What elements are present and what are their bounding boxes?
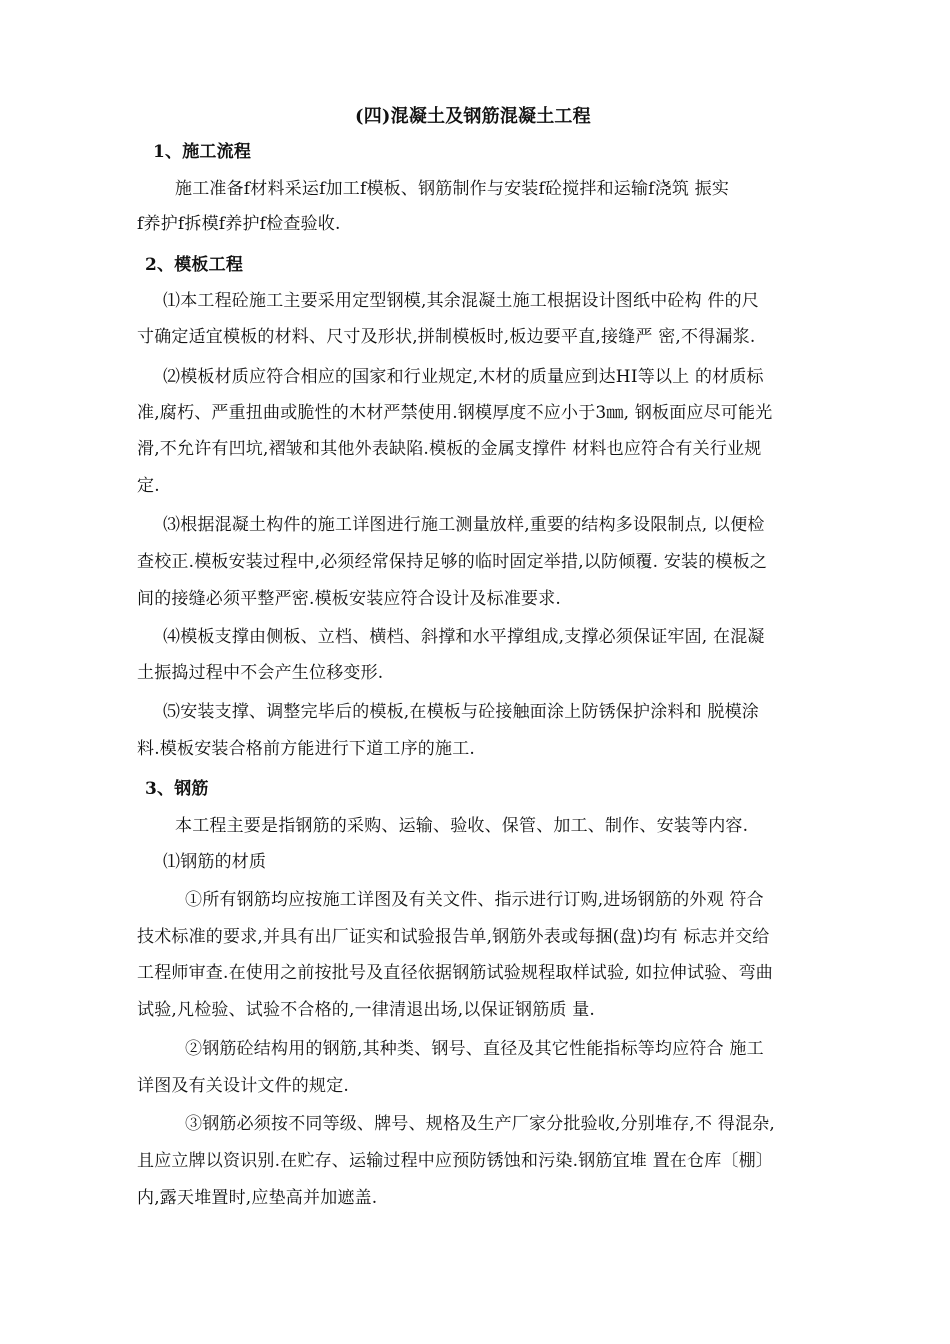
text-line: 料.模板安装合格前方能进行下道工序的施工.	[137, 739, 476, 759]
text-line: 定.	[137, 476, 160, 496]
text-line: ①所有钢筋均应按施工详图及有关文件、指示进行订购,进场钢筋的外观 符合	[185, 890, 764, 910]
text-line: ⑸安装支撑、调整完毕后的模板,在模板与砼接触面涂上防锈保护涂料和 脱模涂	[163, 702, 760, 722]
text-line: 寸确定适宜模板的材料、尺寸及形状,拼制模板时,板边要平直,接缝严 密,不得漏浆.	[137, 327, 756, 347]
text-line: 工程师审查.在使用之前按批号及直径依据钢筋试验规程取样试验, 如拉伸试验、弯曲	[137, 963, 774, 983]
text-line: 技术标准的要求,并具有出厂证实和试验报告单,钢筋外表或每捆(盘)均有 标志并交给	[137, 927, 770, 947]
section-heading-1: 1、施工流程	[153, 142, 252, 162]
text-line: ⑵模板材质应符合相应的国家和行业规定,木材的质量应到达HI等以上 的材质标	[163, 367, 764, 387]
text-line: 本工程主要是指钢筋的采购、运输、验收、保管、加工、制作、安装等内容.	[175, 816, 749, 836]
text-line: 试验,凡检验、试验不合格的,一律清退出场,以保证钢筋质 量.	[137, 1000, 596, 1020]
text-line: 施工准备f材料采运f加工f模板、钢筋制作与安装f砼搅拌和运输f浇筑 振实	[175, 179, 730, 199]
text-line: 查校正.模板安装过程中,必须经常保持足够的临时固定举措,以防倾覆. 安装的模板之	[137, 552, 768, 572]
text-line: ⑴本工程砼施工主要采用定型钢模,其余混凝土施工根据设计图纸中砼构 件的尺	[163, 291, 760, 311]
page-title: (四)混凝土及钢筋混凝土工程	[355, 106, 591, 127]
text-line: 间的接缝必须平整严密.模板安装应符合设计及标准要求.	[137, 589, 562, 609]
section-heading-2: 2、模板工程	[145, 255, 244, 275]
text-line: ⑶根据混凝土构件的施工详图进行施工测量放样,重要的结构多设限制点, 以便检	[163, 515, 765, 535]
text-line: ③钢筋必须按不同等级、牌号、规格及生产厂家分批验收,分别堆存,不 得混杂,	[185, 1114, 776, 1134]
subheading: ⑴钢筋的材质	[163, 852, 267, 872]
text-line: 且应立牌以资识别.在贮存、运输过程中应预防锈蚀和污染.钢筋宜堆 置在仓库〔棚〕	[137, 1151, 774, 1171]
text-line: 准,腐朽、严重扭曲或脆性的木材严禁使用.钢模厚度不应小于3㎜, 钢板面应尽可能光	[137, 403, 773, 423]
text-line: 详图及有关设计文件的规定.	[137, 1076, 350, 1096]
text-line: ⑷模板支撑由侧板、立档、横档、斜撑和水平撑组成,支撑必须保证牢固, 在混凝	[163, 627, 765, 647]
text-line: ②钢筋砼结构用的钢筋,其种类、钢号、直径及其它性能指标等均应符合 施工	[185, 1039, 764, 1059]
text-line: f养护f拆模f养护f检查验收.	[137, 214, 341, 234]
section-heading-3: 3、钢筋	[145, 779, 209, 799]
text-line: 滑,不允许有凹坑,褶皱和其他外表缺陷.模板的金属支撑件 材料也应符合有关行业规	[137, 439, 762, 459]
text-line: 土振捣过程中不会产生位移变形.	[137, 663, 384, 683]
text-line: 内,露天堆置时,应垫高并加遮盖.	[137, 1188, 378, 1208]
